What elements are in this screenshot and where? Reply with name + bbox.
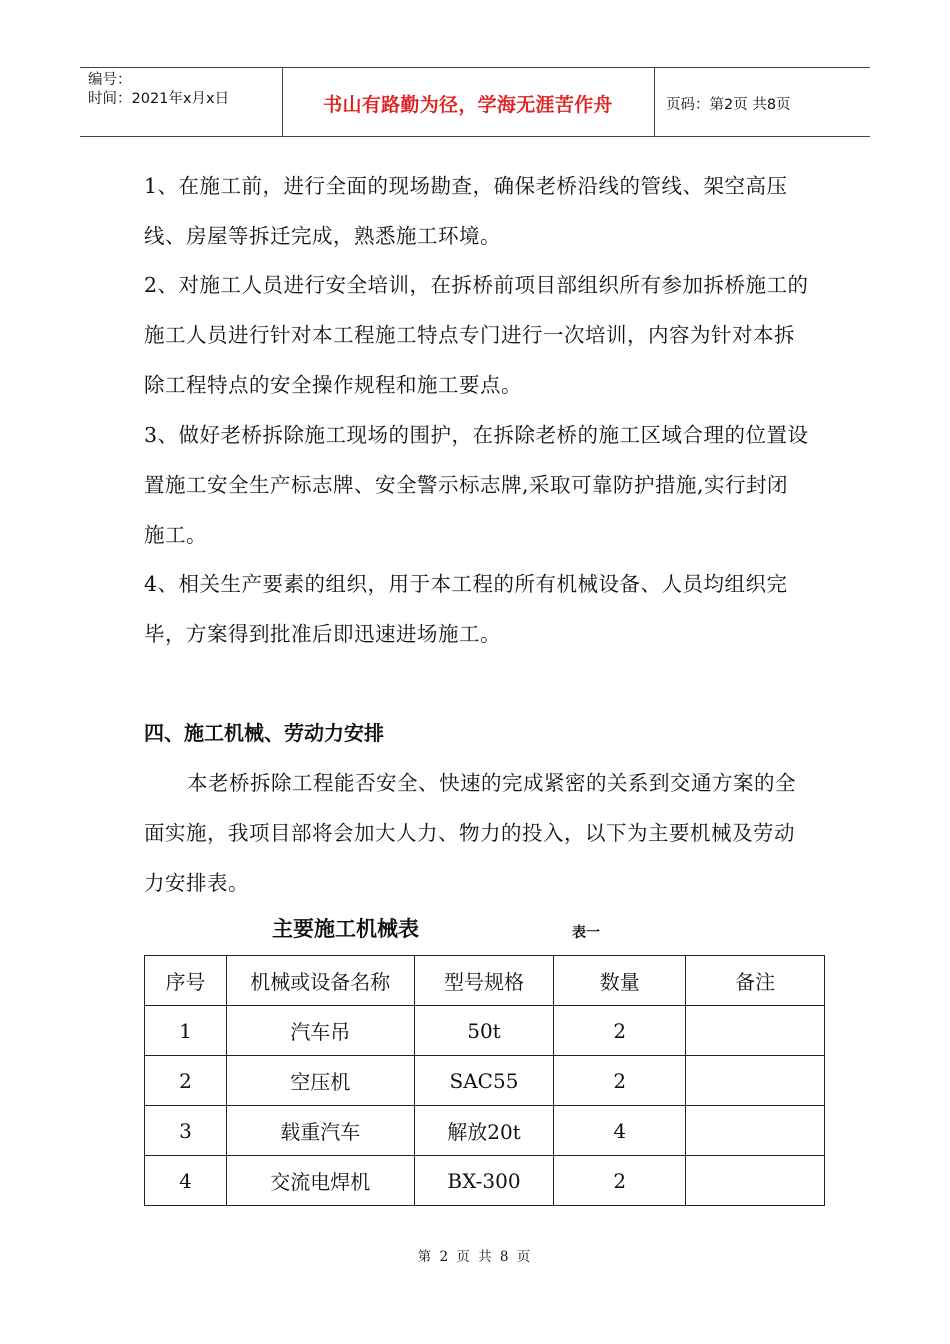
- cell-quantity: 2: [554, 1156, 686, 1206]
- header-divider: [654, 68, 655, 136]
- cell-name: 汽车吊: [226, 1006, 414, 1056]
- paragraph-4: 4、相关生产要素的组织，用于本工程的所有机械设备、人员均组织完毕，方案得到批准后即迅速进场施工。: [144, 572, 788, 646]
- table-header-row: [145, 956, 825, 1006]
- header-cell: 型号规格: [414, 956, 554, 1006]
- page-info: 页码：第2页 共8页: [666, 97, 791, 113]
- header-cell: 备注: [686, 956, 825, 1006]
- paragraph-2: 2、对施工人员进行安全培训，在拆桥前项目部组织所有参加拆桥施工的施工人员进行针对本工程施工特点专门进行一次培训，内容为针对本拆除工程特点的安全操作规程和施工要点。: [144, 273, 809, 397]
- header-meta: [88, 71, 229, 109]
- cell-spec: BX-300: [414, 1156, 554, 1206]
- header-cell: 数量: [554, 956, 686, 1006]
- machinery-table: [144, 955, 825, 1206]
- paragraph-1: 1、在施工前，进行全面的现场勘查，确保老桥沿线的管线、架空高压线、房屋等拆迁完成，熟悉施工环境。: [144, 174, 788, 248]
- cell-name: 空压机: [226, 1056, 414, 1106]
- cell-name: 交流电焊机: [226, 1156, 414, 1206]
- time-label: 时间：2021年x月x日: [88, 91, 230, 107]
- header-motto: 书山有路勤为径，学海无涯苦作舟: [323, 94, 613, 116]
- header-cell: 序号: [145, 956, 227, 1006]
- page-header: [80, 67, 870, 137]
- section-title: 四、施工机械、劳动力安排: [144, 721, 384, 745]
- cell-remark: [686, 1156, 825, 1206]
- cell-remark: [686, 1106, 825, 1156]
- cell-spec: SAC55: [414, 1056, 554, 1106]
- paragraph-3: 3、做好老桥拆除施工现场的围护，在拆除老桥的施工区域合理的位置设置施工安全生产标志牌、安全警示标志牌,采取可靠防护措施,实行封闭施工。: [144, 423, 809, 547]
- cell-spec: 解放20t: [414, 1106, 554, 1156]
- cell-remark: [686, 1056, 825, 1106]
- header-cell: 机械或设备名称: [226, 956, 414, 1006]
- cell-quantity: 2: [554, 1006, 686, 1056]
- table-row: [145, 1106, 825, 1156]
- table-title: 主要施工机械表: [272, 917, 419, 941]
- table-row: [145, 1006, 825, 1056]
- cell-quantity: 2: [554, 1056, 686, 1106]
- cell-spec: 50t: [414, 1006, 554, 1056]
- cell-index: 4: [145, 1156, 227, 1206]
- page-footer: 第 2 页 共 8 页: [417, 1249, 533, 1265]
- cell-quantity: 4: [554, 1106, 686, 1156]
- cell-remark: [686, 1006, 825, 1056]
- cell-index: 3: [145, 1106, 227, 1156]
- table-row: [145, 1156, 825, 1206]
- cell-index: 1: [145, 1006, 227, 1056]
- cell-index: 2: [145, 1056, 227, 1106]
- number-label: 编号：: [88, 72, 132, 88]
- table-row: [145, 1056, 825, 1106]
- intro-paragraph: 本老桥拆除工程能否安全、快速的完成紧密的关系到交通方案的全面实施，我项目部将会加大人力、物力的投入，以下为主要机械及劳动力安排表。: [144, 771, 796, 895]
- cell-name: 载重汽车: [226, 1106, 414, 1156]
- table-number: 表一: [572, 925, 600, 941]
